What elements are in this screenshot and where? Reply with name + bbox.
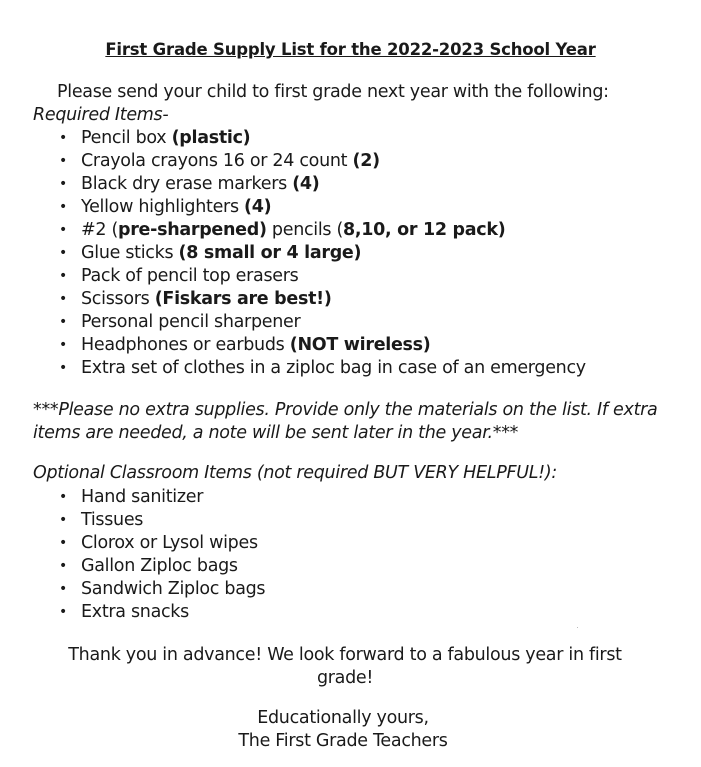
list-item: • Gallon Ziploc bags bbox=[59, 556, 238, 576]
bullet-icon: • bbox=[59, 314, 67, 330]
list-item: • Crayola crayons 16 or 24 count (2) bbox=[59, 151, 380, 171]
list-item: • Pencil box (plastic) bbox=[59, 128, 251, 148]
list-item: • Sandwich Ziploc bags bbox=[59, 579, 266, 599]
no-extra-supplies-note: ***Please no extra supplies. Provide only the materials on the list. If extra items are needed, a note will be sent later in the year.*** bbox=[33, 400, 658, 443]
bullet-icon: • bbox=[59, 360, 67, 376]
bullet-icon: • bbox=[59, 268, 67, 284]
bullet-icon: • bbox=[59, 176, 67, 192]
bullet-icon: • bbox=[59, 604, 67, 620]
bullet-icon: • bbox=[59, 489, 67, 505]
closing-message: Thank you in advance! We look forward to a fabulous year in first grade! bbox=[68, 645, 622, 688]
bullet-icon: • bbox=[59, 199, 67, 215]
bullet-icon: • bbox=[59, 245, 67, 261]
list-item: • Black dry erase markers (4) bbox=[59, 174, 320, 194]
list-item: • Personal pencil sharpener bbox=[59, 312, 301, 332]
bullet-icon: • bbox=[59, 581, 67, 597]
list-item: • Extra snacks bbox=[59, 602, 189, 622]
bullet-icon: • bbox=[59, 153, 67, 169]
bullet-icon: • bbox=[59, 535, 67, 551]
required-items-label: Required Items- bbox=[33, 105, 169, 125]
stray-dot bbox=[577, 627, 578, 628]
list-item: • Extra set of clothes in a ziploc bag in case of an emergency bbox=[59, 358, 586, 378]
signoff bbox=[0, 707, 686, 753]
list-item: • Headphones or earbuds (NOT wireless) bbox=[59, 335, 431, 355]
list-item: • Glue sticks (8 small or 4 large) bbox=[59, 243, 362, 263]
list-item: • Pack of pencil top erasers bbox=[59, 266, 299, 286]
bullet-icon: • bbox=[59, 337, 67, 353]
bullet-icon: • bbox=[59, 512, 67, 528]
bullet-icon: • bbox=[59, 558, 67, 574]
list-item: • Yellow highlighters (4) bbox=[59, 197, 272, 217]
required-items-list bbox=[0, 127, 586, 380]
signoff-line: Educationally yours, bbox=[257, 708, 429, 728]
bullet-icon: • bbox=[59, 291, 67, 307]
list-item: • Tissues bbox=[59, 510, 144, 530]
optional-items-list bbox=[0, 486, 265, 624]
page-title: First Grade Supply List for the 2022-2023 School Year bbox=[105, 40, 596, 59]
signoff-signature: The First Grade Teachers bbox=[238, 731, 448, 751]
optional-items-label: Optional Classroom Items (not required BUT VERY HELPFUL!): bbox=[33, 463, 558, 483]
list-item: • Clorox or Lysol wipes bbox=[59, 533, 258, 553]
list-item: • Scissors (Fiskars are best!) bbox=[59, 289, 332, 309]
bullet-icon: • bbox=[59, 222, 67, 238]
list-item: • Hand sanitizer bbox=[59, 487, 204, 507]
intro-text: Please send your child to first grade next year with the following: bbox=[57, 82, 609, 102]
list-item: • #2 (pre-sharpened) pencils (8,10, or 12 pack) bbox=[59, 220, 506, 240]
bullet-icon: • bbox=[59, 130, 67, 146]
